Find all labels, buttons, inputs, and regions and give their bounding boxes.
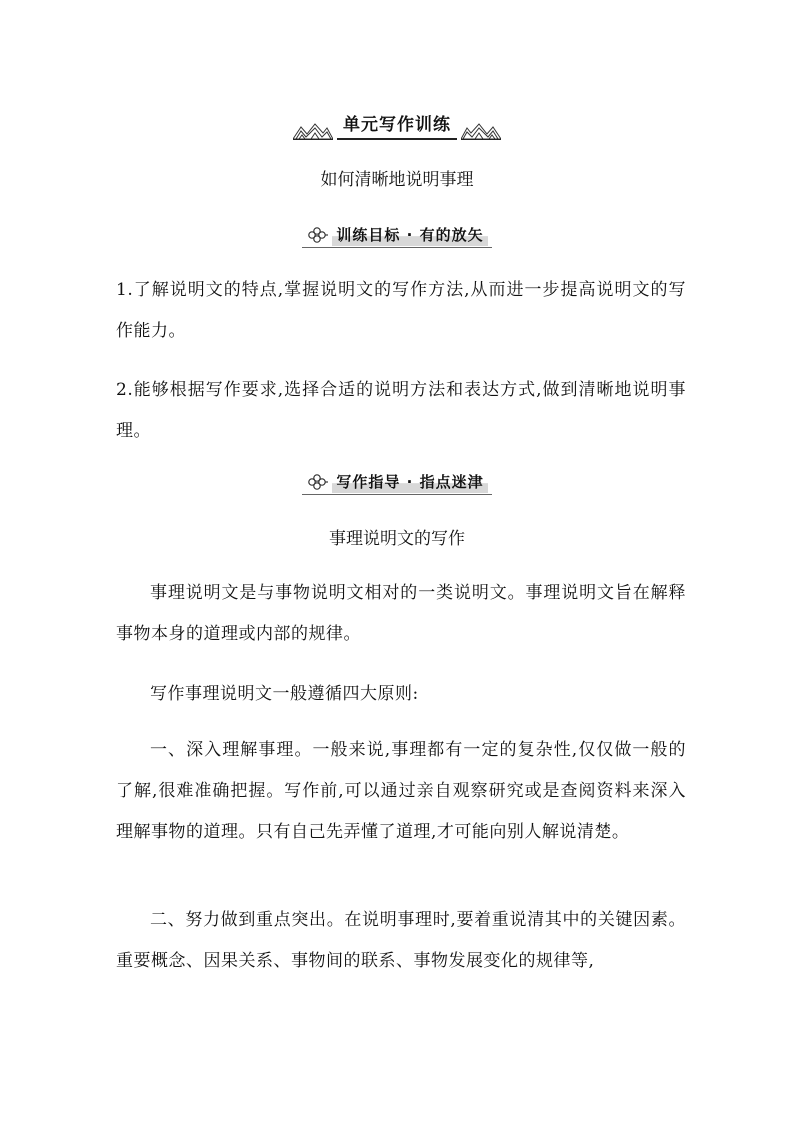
mountain-wave-icon xyxy=(293,122,333,140)
chinese-knot-icon xyxy=(306,473,328,491)
goal-item-1: 1.了解说明文的特点,掌握说明文的写作方法,从而进一步提高说明文的写作能力。 xyxy=(116,280,686,341)
goal-item-2: 2.能够根据写作要求,选择合适的说明方法和表达方式,做到清晰地说明事理。 xyxy=(116,380,686,441)
section-title: 训练目标 · 有的放矢 xyxy=(332,224,487,246)
paragraph-1: 事理说明文是与事物说明文相对的一类说明文。事理说明文旨在解释事物本身的道理或内部的规律。 xyxy=(116,583,686,644)
mountain-wave-icon xyxy=(461,122,501,140)
banner-title: 单元写作训练 xyxy=(337,114,457,140)
unit-banner xyxy=(0,110,794,144)
section-heading-guidance xyxy=(0,471,794,495)
chinese-knot-icon xyxy=(306,226,328,244)
paragraph-3: 一、深入理解事理。一般来说,事理都有一定的复杂性,仅仅做一般的了解,很难准确把握。写作前,可以通过亲自观察研究或是查阅资料来深入理解事物的道理。只有自己先弄懂了道理,才可能向别人解说清楚。 xyxy=(116,740,686,842)
paragraph-4: 二、努力做到重点突出。在说明事理时,要着重说清其中的关键因素。重要概念、因果关系、事物间的联系、事物发展变化的规律等, xyxy=(116,910,686,971)
section-title: 写作指导 · 指点迷津 xyxy=(332,471,487,493)
section-heading-goals xyxy=(0,224,794,248)
page-subtitle: 如何清晰地说明事理 xyxy=(320,170,474,190)
article-title: 事理说明文的写作 xyxy=(329,529,465,549)
paragraph-2: 写作事理说明文一般遵循四大原则: xyxy=(150,684,419,704)
